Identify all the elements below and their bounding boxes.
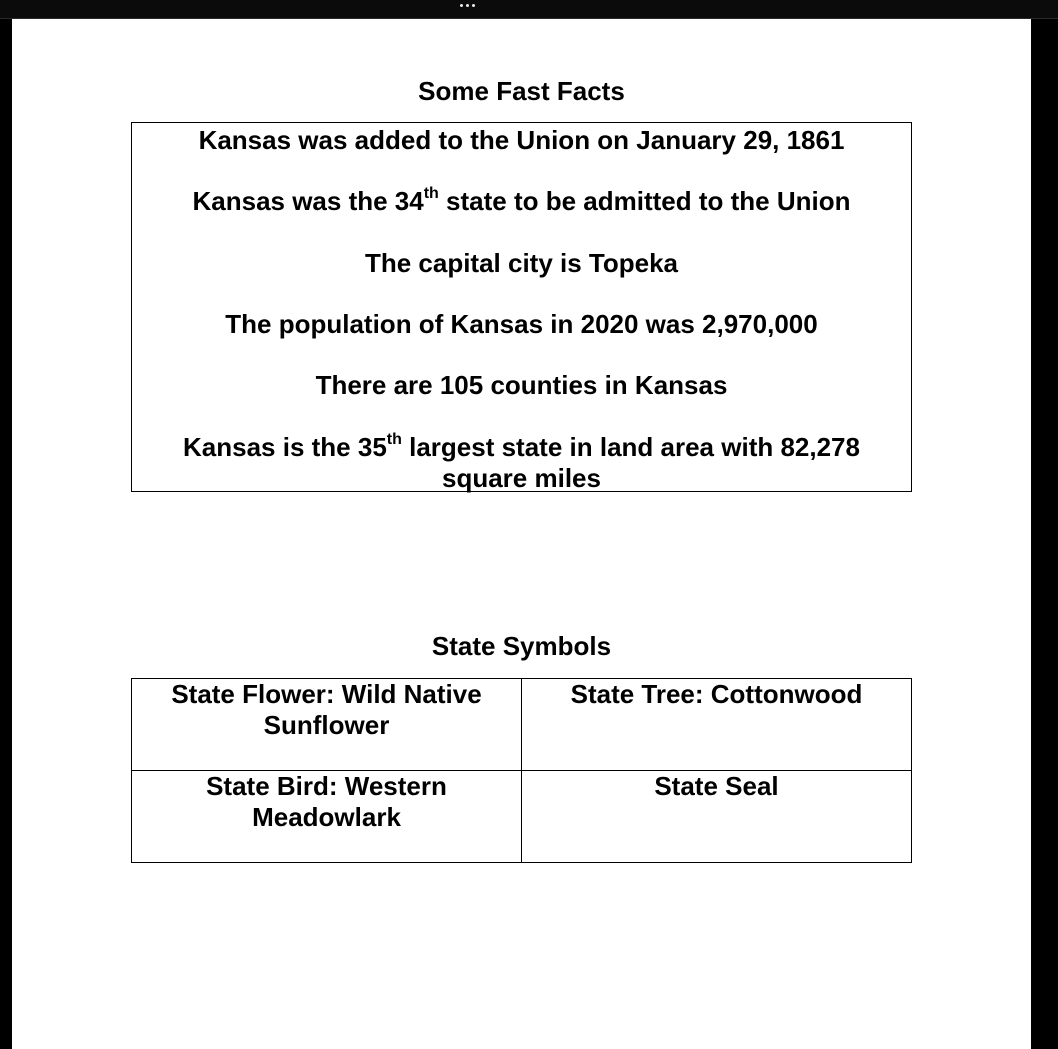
fact-item: Kansas was added to the Union on January 29, 1861 [198, 125, 845, 155]
cell-line: State Bird: Western [206, 771, 447, 801]
document-page [12, 19, 1031, 1049]
cell-line: State Tree: Cottonwood [570, 679, 863, 709]
fact-item: The population of Kansas in 2020 was 2,970,000 [225, 309, 818, 339]
symbol-cell-flower [132, 679, 522, 771]
fact-item [132, 432, 911, 494]
cell-line: Meadowlark [252, 802, 401, 832]
fact-text: state to be admitted to the Union [438, 186, 851, 216]
cell-line: State Flower: Wild Native [171, 679, 482, 709]
state-symbols-title: State Symbols [431, 631, 612, 661]
fact-text: Kansas was the 34 [192, 186, 424, 216]
symbol-cell-bird [132, 771, 522, 863]
fact-line [132, 432, 911, 463]
fact-item: The capital city is Topeka [364, 248, 679, 278]
state-symbols-table [131, 678, 912, 863]
fact-text: Kansas is the 35 [183, 432, 387, 462]
fact-item [132, 186, 911, 217]
symbol-cell-seal [522, 771, 912, 863]
fact-line: square miles [442, 463, 601, 493]
symbol-cell-tree [522, 679, 912, 771]
more-options-icon[interactable] [456, 1, 478, 9]
fast-facts-box [131, 122, 912, 492]
table-row [132, 771, 912, 863]
ordinal-suffix: th [386, 431, 402, 448]
ordinal-suffix: th [423, 185, 439, 202]
table-row [132, 679, 912, 771]
viewer-toolbar [0, 0, 1058, 19]
cell-line: Sunflower [263, 710, 390, 740]
cell-line: State Seal [654, 771, 779, 801]
fast-facts-title: Some Fast Facts [418, 76, 625, 106]
fact-item: There are 105 counties in Kansas [315, 370, 728, 400]
fact-text: largest state in land area with 82,278 [401, 432, 860, 462]
